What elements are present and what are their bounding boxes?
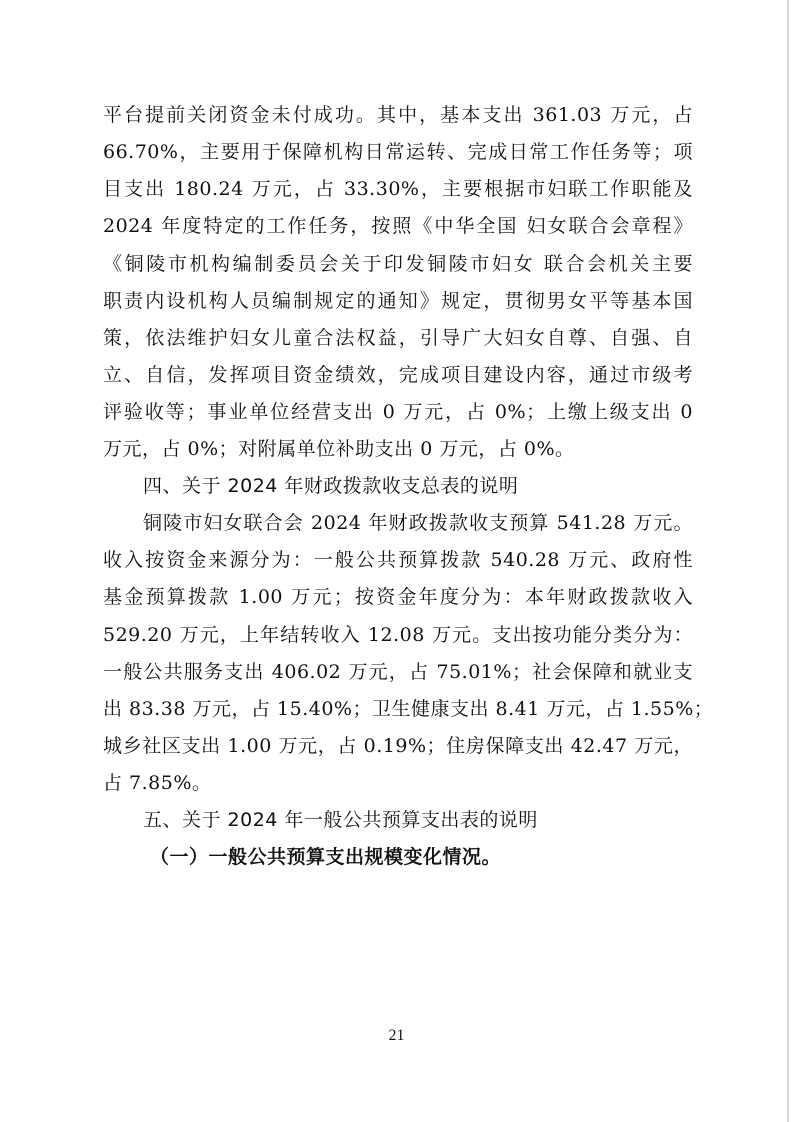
paragraph-line: 占 7.85%。 [103,772,212,794]
paragraph-line: 2024 年度特定的工作任务，按照《中华全国 妇女联合会章程》 [103,215,693,237]
paragraph-line: 平台提前关闭资金未付成功。其中，基本支出 361.03 万元，占 [103,104,693,126]
paragraph-line: 城乡社区支出 1.00 万元，占 0.19%；住房保障支出 42.47 万元， [103,735,693,757]
paragraph-line: 基金预算拨款 1.00 万元；按资金年度分为：本年财政拨款收入 [103,586,693,608]
paragraph-line: 万元，占 0%；对附属单位补助支出 0 万元，占 0%。 [103,438,575,460]
paragraph-line: 立、自信，发挥项目资金绩效，完成项目建设内容，通过市级考 [103,364,693,386]
paragraph-line: 职责内设机构人员编制规定的通知》规定，贯彻男女平等基本国 [103,290,693,312]
paragraph-line: 《铜陵市机构编制委员会关于印发铜陵市妇女 联合会机关主要 [103,253,693,275]
paragraph-line: 出 83.38 万元，占 15.40%；卫生健康支出 8.41 万元，占 1.55%； [103,698,714,720]
paragraph-line: 一般公共服务支出 406.02 万元，占 75.01%；社会保障和就业支 [103,661,693,683]
section-heading-4: 四、关于 2024 年财政拨款收支总表的说明 [143,475,519,497]
page-edge-line [787,0,789,1122]
paragraph-line: 66.70%，主要用于保障机构日常运转、完成日常工作任务等；项 [103,141,693,163]
paragraph-line: 529.20 万元，上年结转收入 12.08 万元。支出按功能分类分为： [103,624,693,646]
paragraph-line: 评验收等；事业单位经营支出 0 万元，占 0%；上缴上级支出 0 [103,401,693,423]
subsection-heading: （一）一般公共预算支出规模变化情况。 [150,846,502,868]
paragraph-line: 策，依法维护妇女儿童合法权益，引导广大妇女自尊、自强、自 [103,327,693,349]
paragraph-line: 铜陵市妇女联合会 2024 年财政拨款收支预算 541.28 万元。 [143,512,693,534]
paragraph-line: 收入按资金来源分为：一般公共预算拨款 540.28 万元、政府性 [103,549,693,571]
section-heading-5: 五、关于 2024 年一般公共预算支出表的说明 [143,809,538,831]
page-number: 21 [388,1027,405,1044]
paragraph-line: 目支出 180.24 万元，占 33.30%，主要根据市妇联工作职能及 [103,178,693,200]
